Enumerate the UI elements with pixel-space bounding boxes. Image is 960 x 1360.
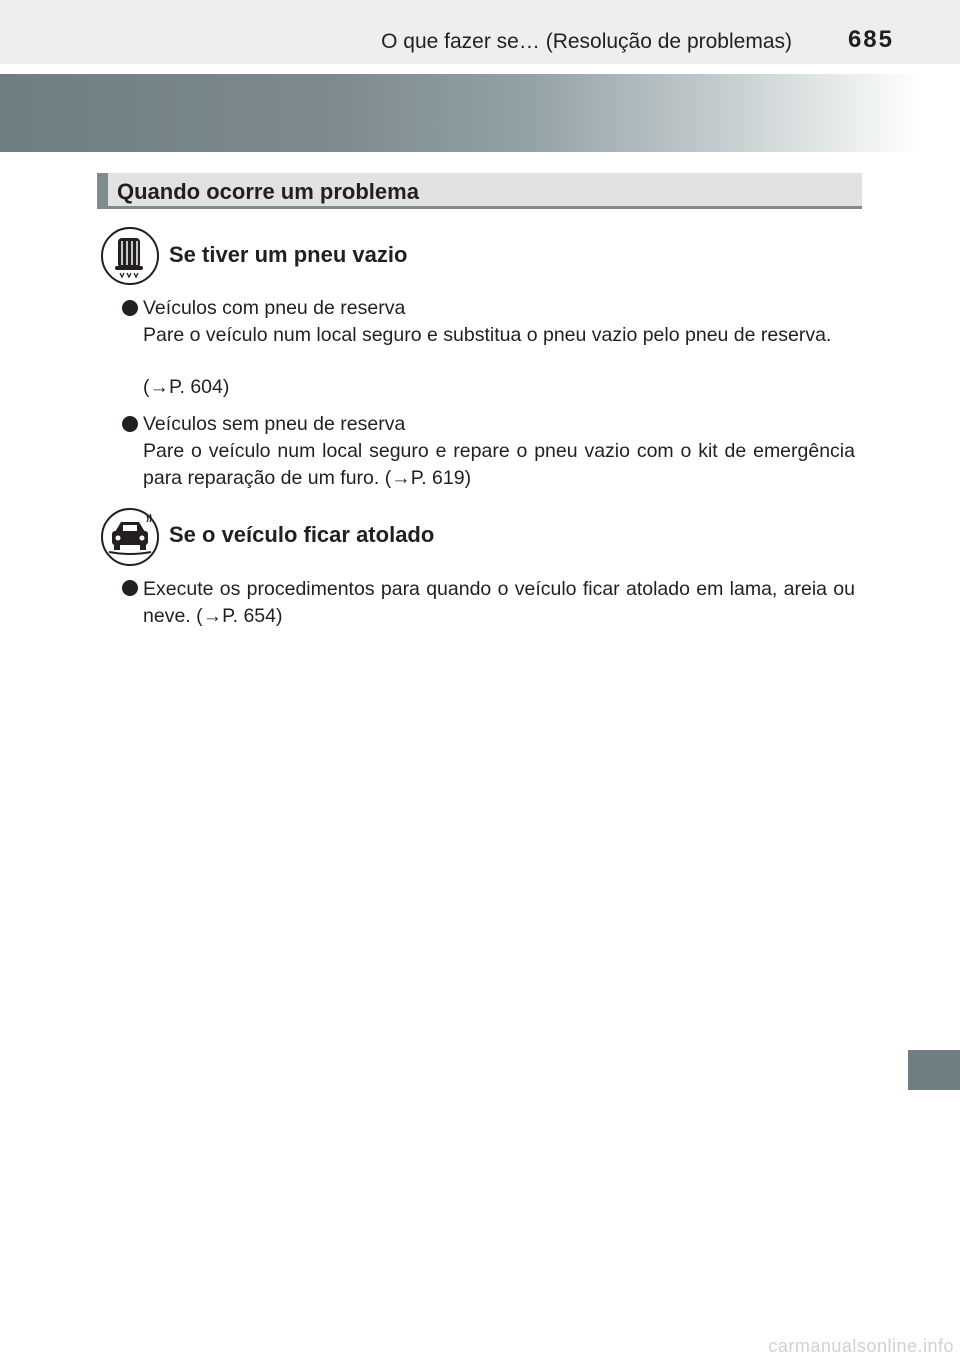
item-title: Veículos sem pneu de reserva xyxy=(143,413,406,435)
watermark: carmanualsonline.info xyxy=(768,1336,954,1356)
section-title: Quando ocorre um problema xyxy=(117,179,419,204)
bullet xyxy=(122,580,138,596)
item-body: Pare o veículo num local seguro e repare o pneu vazio com o kit de emergência para reparação de um furo. (→P. 619) xyxy=(143,440,855,489)
chapter-title: O que fazer se… (Resolução de problemas) xyxy=(381,30,792,53)
subsection-title-stuck: Se o veículo ficar atolado xyxy=(169,522,435,547)
page-reference: (→P. 604) xyxy=(143,376,230,398)
page-number: 685 xyxy=(847,26,894,53)
item-title: Veículos com pneu de reserva xyxy=(143,297,406,319)
flat-tire-icon xyxy=(101,227,159,285)
bullet xyxy=(122,300,138,316)
bullet xyxy=(122,416,138,432)
stuck-vehicle-icon xyxy=(101,508,159,566)
item-body: Pare o veículo num local seguro e substitua o pneu vazio pelo pneu de reserva. xyxy=(143,324,832,346)
item-body: Execute os procedimentos para quando o veículo ficar atolado em lama, areia ou neve. (→P. 654) xyxy=(143,578,855,627)
chapter-band xyxy=(0,74,960,152)
chapter-side-tab xyxy=(908,1050,960,1090)
section-header xyxy=(97,173,862,209)
subsection-title-flat-tire: Se tiver um pneu vazio xyxy=(169,242,408,267)
